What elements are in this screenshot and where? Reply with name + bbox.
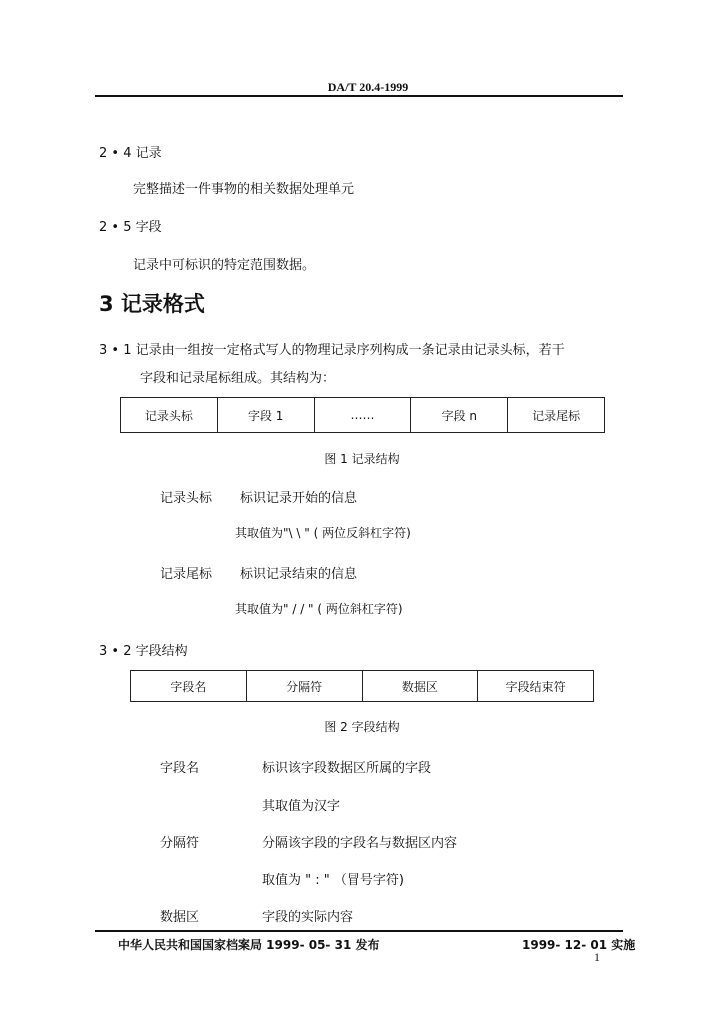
record-cell: 记录尾标 bbox=[508, 398, 605, 433]
field-name-desc: 标识该字段数据区所属的字段 bbox=[262, 761, 432, 776]
record-head-desc: 标识记录开始的信息 bbox=[240, 491, 358, 506]
section-3-title: 3 记录格式 bbox=[99, 292, 205, 316]
field-cell: 字段结束符 bbox=[478, 671, 594, 702]
record-cell: 字段 1 bbox=[217, 398, 314, 433]
page-number: 1 bbox=[594, 950, 600, 964]
effective-date: 1999- 12- 01 实施 bbox=[522, 938, 636, 952]
record-cell: 记录头标 bbox=[121, 398, 218, 433]
record-structure-table bbox=[120, 397, 605, 433]
field-cell: 数据区 bbox=[362, 671, 478, 702]
record-head-value: 其取值为"\ \ " ( 两位反斜杠字符) bbox=[235, 526, 411, 540]
section-3-2-heading: 3 • 2 字段结构 bbox=[99, 644, 188, 659]
field-name-term: 字段名 bbox=[160, 761, 200, 776]
record-tail-term: 记录尾标 bbox=[160, 567, 213, 582]
header-rule bbox=[95, 95, 623, 97]
section-3-1-line1: 3 • 1 记录由一组按一定格式写人的物理记录序列构成一条记录由记录头标，若干 bbox=[99, 343, 565, 358]
record-cell: 字段 n bbox=[411, 398, 508, 433]
record-head-term: 记录头标 bbox=[160, 491, 213, 506]
record-tail-desc: 标识记录结束的信息 bbox=[240, 567, 358, 582]
issue-date: 中华人民共和国国家档案局 1999- 05- 31 发布 bbox=[118, 938, 380, 952]
section-2-4-definition: 完整描述一件事物的相关数据处理单元 bbox=[133, 182, 355, 197]
section-2-5-definition: 记录中可标识的特定范围数据。 bbox=[133, 258, 316, 273]
separator-desc: 分隔该字段的字段名与数据区内容 bbox=[262, 836, 458, 851]
figure-2-caption: 图 2 字段结构 bbox=[324, 720, 400, 734]
record-cell: …… bbox=[314, 398, 411, 433]
footer-rule bbox=[95, 930, 623, 932]
figure-1-caption: 图 1 记录结构 bbox=[324, 452, 400, 466]
data-area-term: 数据区 bbox=[160, 910, 200, 925]
standard-number: DA/T 20.4-1999 bbox=[327, 80, 409, 94]
field-structure-table bbox=[130, 670, 594, 702]
separator-value: 取值为 " : " （冒号字符) bbox=[262, 873, 404, 888]
section-2-5-heading: 2 • 5 字段 bbox=[99, 220, 162, 235]
field-name-value: 其取值为汉字 bbox=[262, 799, 341, 814]
section-2-4-heading: 2 • 4 记录 bbox=[99, 146, 162, 161]
field-cell: 字段名 bbox=[131, 671, 247, 702]
separator-term: 分隔符 bbox=[160, 836, 200, 851]
record-tail-value: 其取值为" / / " ( 两位斜杠字符) bbox=[235, 602, 403, 616]
data-area-desc: 字段的实际内容 bbox=[262, 910, 354, 925]
section-3-1-line2: 字段和记录尾标组成。其结构为： bbox=[140, 371, 336, 386]
field-cell: 分隔符 bbox=[246, 671, 362, 702]
